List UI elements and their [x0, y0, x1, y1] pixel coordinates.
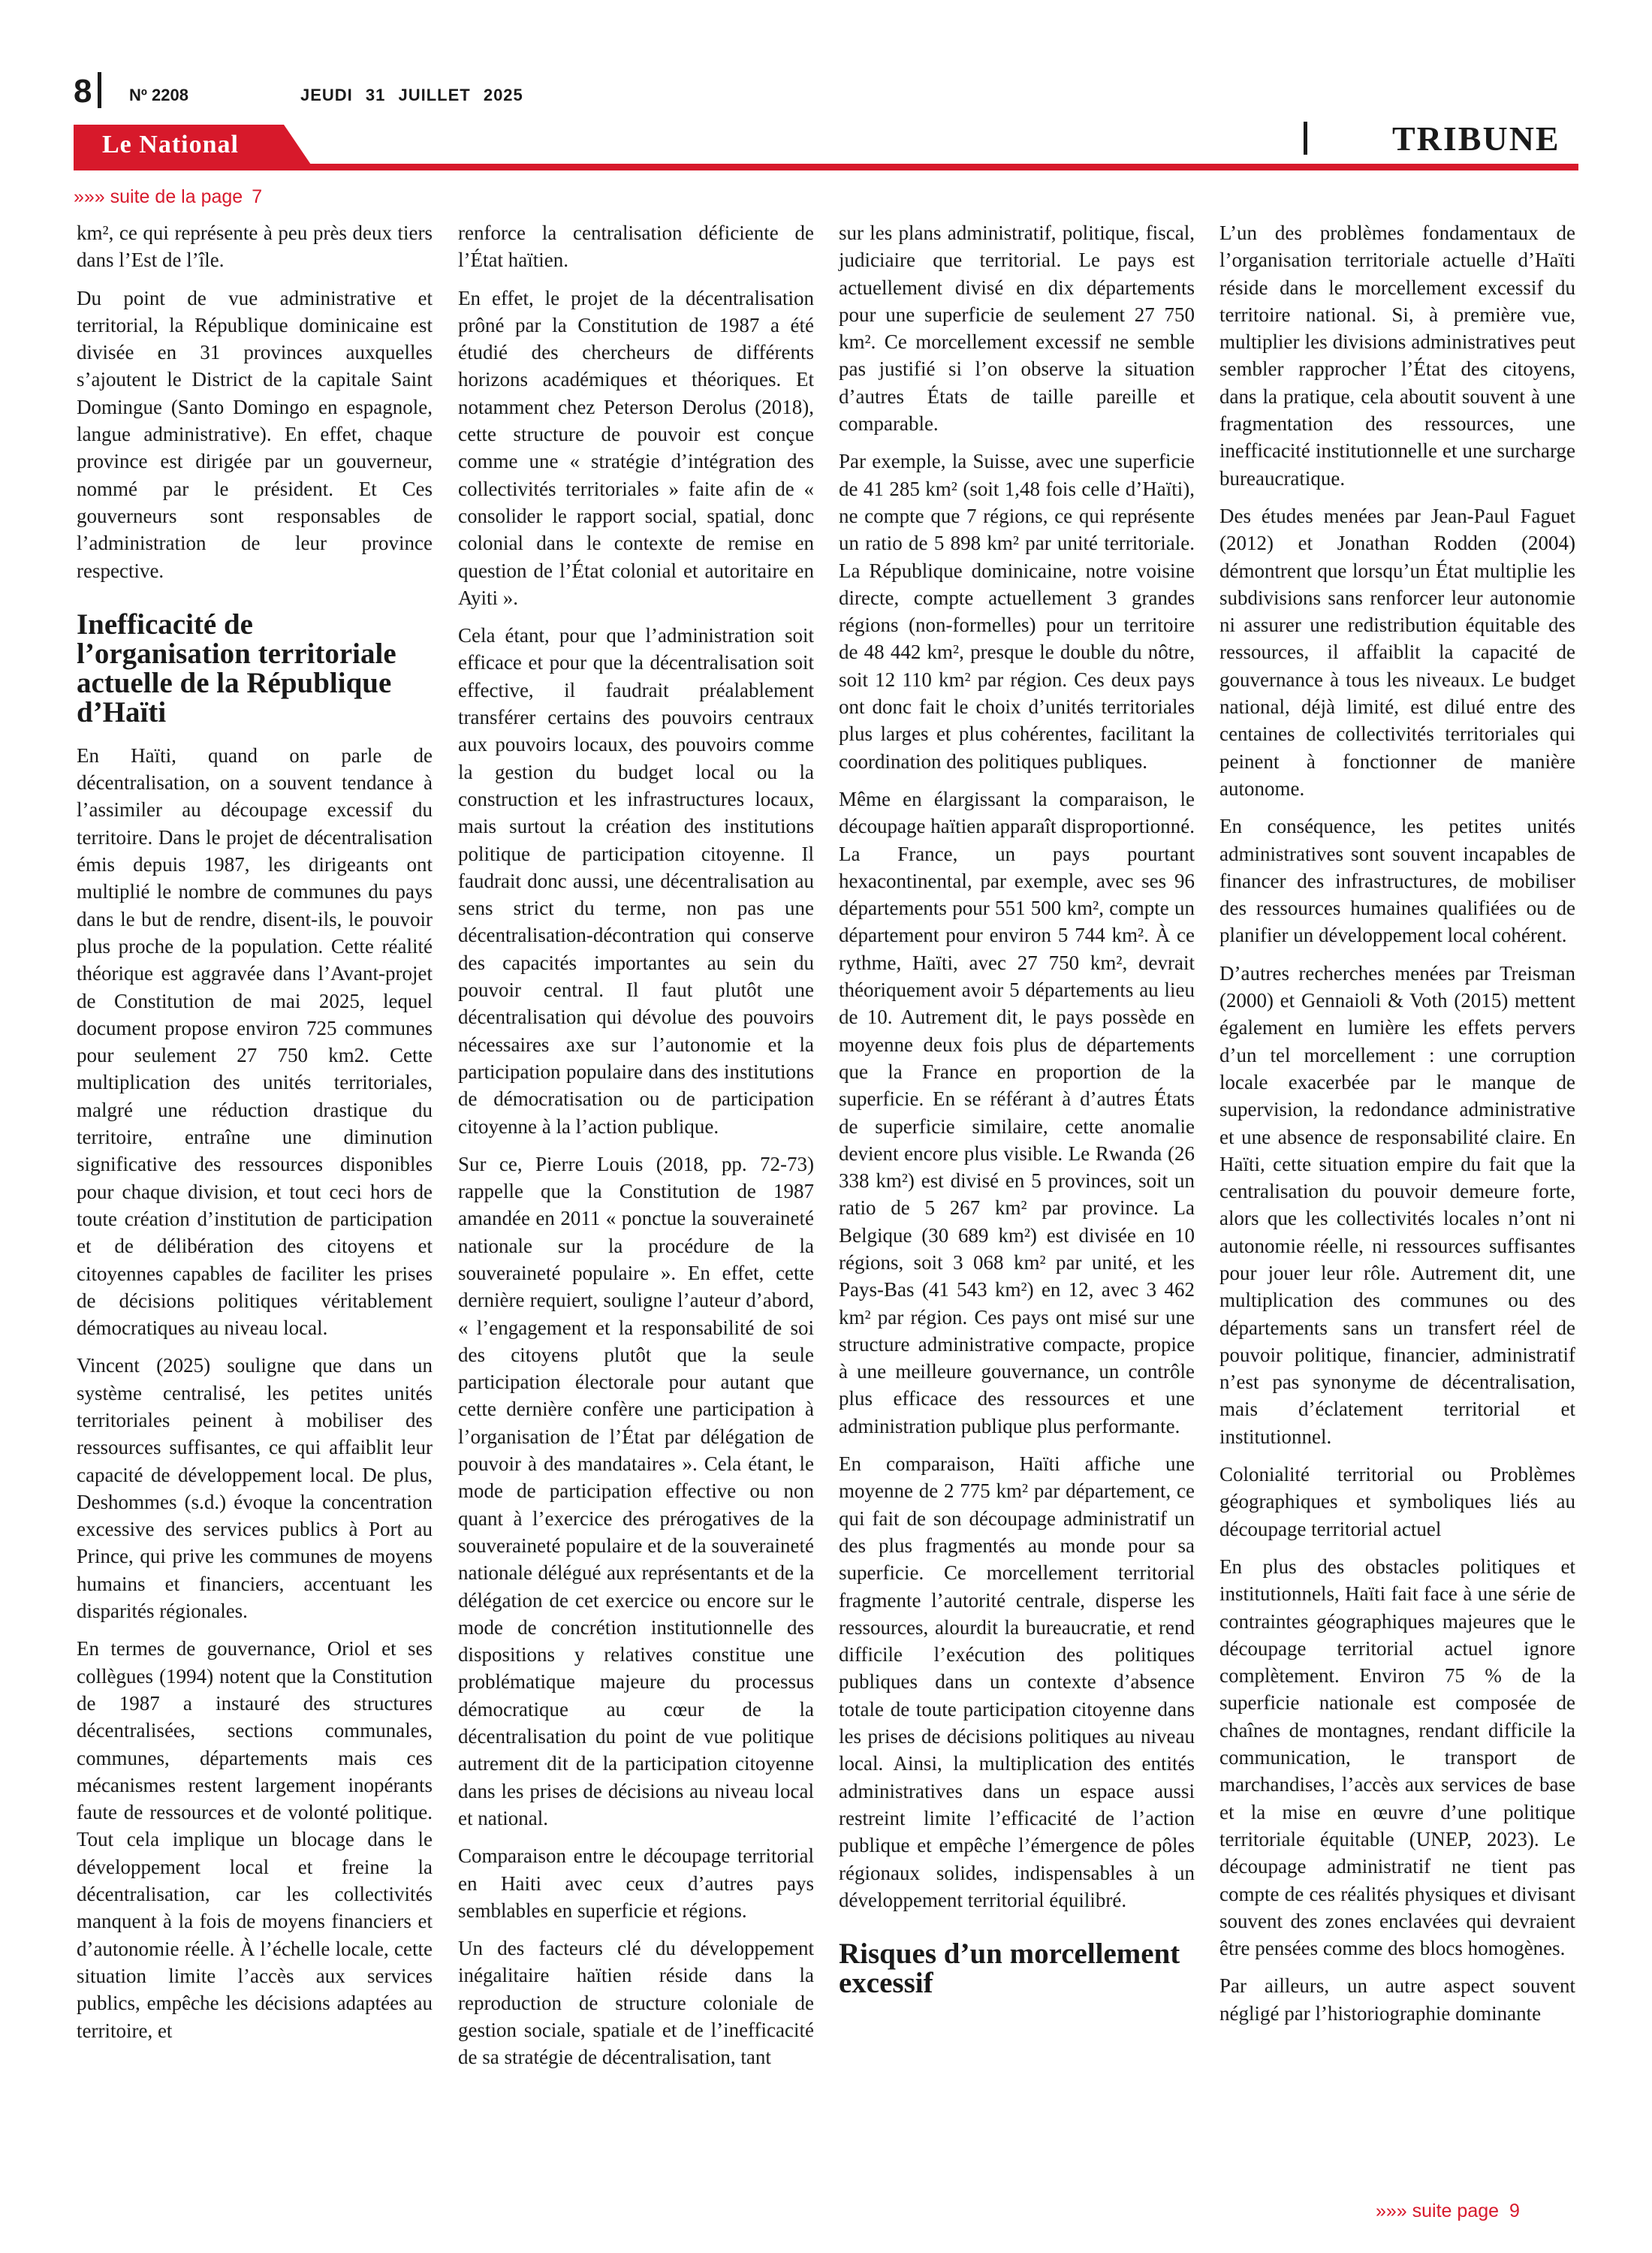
- section-divider: [1304, 122, 1307, 155]
- paragraph: Par exemple, la Suisse, avec une superficie de 41 285 km² (soit 1,48 fois celle d’Haïti), ne compte que 7 régions, ce qui représente un ratio de 5 898 km² par unité territoriale. La République dominicaine, notre voisine directe, compte actuellement 3 grandes régions (non-formelles) pour un territoire de 48 442 km², presque le double du nôtre, soit 12 110 km² par région. Ces deux pays ont donc fait le choix d’unités territoriales plus larges et plus cohérentes, facilitant la coordination des politiques publiques.: [839, 450, 1195, 773]
- paragraph: km², ce qui représente à peu près deux tiers dans l’Est de l’île.: [77, 222, 433, 272]
- paragraph: En termes de gouvernance, Oriol et ses collègues (1994) notent que la Constitution de 1987 a instauré des structures décentralisées, sections communales, communes, départements mais ces mécanismes restent largement inopérants faute de ressources et de volonté politique. Tout cela implique un blocage dans le développement local et freine la décentralisation, car les collectivités manquent à la fois de moyens financiers et d’autonomie réelle. À l’échelle locale, cette situation limite l’accès aux services publics, empêche les décisions adaptées au territoire, et: [77, 1637, 433, 2042]
- paragraph: sur les plans administratif, politique, fiscal, judiciaire que territorial. Le pays est actuellement divisé en dix départements pour une superficie de seulement 27 750 km². Ce morcellement excessif ne semble pas justifié si l’on observe la situation d’autres États de taille pareille et comparable.: [839, 222, 1195, 436]
- paragraph: En conséquence, les petites unités administratives sont souvent incapables de financer des infrastructures, de mobiliser des ressources humaines qualifiées ou de planifier un développement local cohérent.: [1219, 815, 1575, 947]
- paragraph: Comparaison entre le découpage territorial en Haiti avec ceux d’autres pays semblables en superficie et régions.: [458, 1844, 814, 1922]
- continued-from: [74, 186, 262, 208]
- continued-to-page: 9: [1509, 2200, 1520, 2221]
- issue-number: Nº 2208: [129, 86, 188, 104]
- page-number-divider: [98, 72, 101, 108]
- paragraph: En plus des obstacles politiques et institutionnels, Haïti fait face à une série de contraintes géographiques majeures que le découpage territorial actuel ignore complètement. Environ 75 % de la superficie nationale est composée de chaînes de montagnes, rendant difficile la communication, le transport de marchandises, l’accès aux services de base et la mise en œuvre d’une politique territoriale équitable (UNEP, 2023). Le découpage administratif ne tient pas compte de ces réalités physiques et divisant souvent des zones enclavées qui devraient être pensées comme des blocs homogènes.: [1219, 1555, 1575, 1960]
- paragraph: En effet, le projet de la décentralisation prôné par la Constitution de 1987 a été étudié des chercheurs de différents horizons académiques et théoriques. Et notamment chez Peterson Derolus (2018), cette structure de pouvoir est conçue comme une « stratégie d’intégration des collectivités territoriales » faite afin de « consolider le rapport social, spatial, donc colonial dans le contexte de remise en question de l’État colonial et autoritaire en Ayiti ».: [458, 286, 814, 609]
- paragraph: Du point de vue administrative et territorial, la République dominicaine est divisée en 31 provinces auxquelles s’ajoutent le District de la capitale Saint Domingue (Santo Domingo en espagnole, langue administrative). En effet, chaque province est dirigée par un gouverneur, nommé par le président. Et Ces gouverneurs sont responsables de l’administration de leur province respective.: [77, 286, 433, 582]
- paragraph: Par ailleurs, un autre aspect souvent négligé par l’historiographie dominante: [1219, 1974, 1575, 2025]
- header-rule: [74, 164, 1578, 170]
- paragraph: D’autres recherches menées par Treisman (2000) et Gennaioli & Voth (2015) mettent également en lumière les effets pervers d’un tel morcellement : une corruption locale exacerbée par le manque de supervision, la redondance administrative et une absence de responsabilité claire. En Haïti, cette situation empire du fait que la centralisation du pouvoir demeure forte, alors que les collectivités locales n’ont ni autonomie réelle, ni ressources suffisantes pour jouer leur rôle. Autrement dit, une multiplication des communes ou des départements sans un transfert réel de pouvoir politique, financier, administratif n’est pas synonyme de décentralisation, mais d’éclatement territorial et institutionnel.: [1219, 961, 1575, 1448]
- paragraph: L’un des problèmes fondamentaux de l’organisation territoriale actuelle d’Haïti réside dans le morcellement excessif du territoire national. Si, à première vue, multiplier les divisions administratives peut sembler rapprocher l’État des citoyens, dans la pratique, cela aboutit souvent à une fragmentation des ressources, une inefficacité institutionnelle et une surcharge bureaucratique.: [1219, 222, 1575, 490]
- paragraph: Même en élargissant la comparaison, le découpage haïtien apparaît disproportionné. La France, un pays pourtant hexacontinental, par exemple, avec ses 96 départements pour 551 500 km², compte un département pour environ 5 744 km². À ce rythme, Haïti, avec 27 750 km², devrait théoriquement avoir 5 départements au lieu de 10. Autrement dit, le pays possède en moyenne deux fois plus de départements que la France en proportion de la superficie. En se référant à d’autres États de superficie similaire, cette anomalie devient encore plus visible. Le Rwanda (26 338 km²) est divisé en 5 provinces, soit un ratio de 5 267 km² par province. La Belgique (30 689 km²) est divisée en 10 régions, soit 3 068 km² par unité, et les Pays-Bas (41 543 km²) en 12, avec 3 462 km² par région. Ces pays ont misé sur une structure administrative compacte, propice à une meilleure gouvernance, un contrôle plus efficace des ressources et une administration publique plus performante.: [839, 787, 1195, 1437]
- paragraph: Colonialité territorial ou Problèmes géographiques et symboliques liés au découpage territorial actuel: [1219, 1463, 1575, 1540]
- issue-date: JEUDI 31 JUILLET 2025: [300, 86, 523, 104]
- paragraph: renforce la centralisation déficiente de l’État haïtien.: [458, 222, 814, 272]
- paragraph: Sur ce, Pierre Louis (2018, pp. 72-73) rappelle que la Constitution de 1987 amandée en 2011 « ponctue la souveraineté nationale sur la procédure de la souveraineté populaire ». En effet, cette dernière requiert, souligne l’auteur d’abord, « l’engagement et la responsabilité de soi des citoyens plutôt que la seule participation électorale pour autant que cette dernière confère une participation à l’organisation de l’État par délégation de pouvoir à des mandataires ». Cela étant, le mode de participation effective ou non quant à l’exercice des prérogatives de la souveraineté populaire et de la souveraineté nationale délégué aux représentants et de la délégation de cet exercice ou encore sur le mode de concrétion institutionnelle des dispositions y relatives constitue une problématique majeure du processus démocratique au cœur de la décentralisation du point de vue politique autrement dit de la participation citoyenne dans les prises de décisions au niveau local et national.: [458, 1152, 814, 1829]
- paragraph: En Haïti, quand on parle de décentralisation, on a souvent tendance à l’assimiler au découpage excessif du territoire. Dans le projet de décentralisation émis depuis 1987, les dirigeants ont multiplié le nombre de communes du pays dans le but de rendre, disent-ils, le pouvoir plus proche de la population. Cette réalité théorique est aggravée dans l’Avant-projet de Constitution de mai 2025, lequel document propose environ 725 communes pour seulement 27 750 km2. Cette multiplication des unités territoriales, malgré une réduction drastique du territoire, entraîne une diminution significative des ressources disponibles pour chaque division, et tout ceci hors de toute création d’institution de participation et de délibération des citoyens et citoyennes capables de faciliter les prises de décisions politiques véritablement démocratiques au niveau local.: [77, 743, 433, 1340]
- paragraph: Cela étant, pour que l’administration soit efficace et pour que la décentralisation soit effective, il faudrait préalablement transférer certains des pouvoirs centraux aux pouvoirs locaux, des pouvoirs comme la gestion du budget local ou la construction et les infrastructures locaux, mais surtout la création des institutions politique de participation citoyenne. Il faudrait donc aussi, une décentralisation au sens strict du terme, non pas une décentralisation-décontration qui conserve des capacités importantes au sein du pouvoir central. Il faut plutôt une décentralisation qui dévolue des pouvoirs nécessaires axe sur l’autonomie et la participation populaire dans des institutions de démocratisation ou de participation citoyenne à la l’action publique.: [458, 624, 814, 1138]
- page-number: 8: [74, 73, 92, 110]
- publication-name: Le National: [102, 131, 239, 158]
- publication-logo: [74, 125, 314, 167]
- continued-from-page: 7: [252, 186, 263, 207]
- section-heading: Inefficacité de l’organisation territoriale actuelle de la République d’Haïti: [77, 608, 396, 728]
- continued-to[interactable]: [1376, 2200, 1520, 2222]
- continued-to-label: »»» suite page: [1376, 2200, 1500, 2221]
- section-title: TRIBUNE: [1392, 119, 1560, 158]
- paragraph: Vincent (2025) souligne que dans un système centralisé, les petites unités territoriales peinent à mobiliser des ressources suffisantes, ce qui affaiblit leur capacité de développement local. De plus, Deshommes (s.d.) évoque la concentration excessive des services publics à Port au Prince, qui prive les communes de moyens humains et financiers, accentuant les disparités régionales.: [77, 1354, 433, 1623]
- paragraph: Un des facteurs clé du développement inégalitaire haïtien réside dans la reproduction de structure coloniale de gestion sociale, spatiale et de l’inefficacité de sa stratégie de décentralisation, tant: [458, 1937, 814, 2069]
- paragraph: Des études menées par Jean-Paul Faguet (2012) et Jonathan Rodden (2004) démontrent que lorsqu’un État multiplie les subdivisions sans renforcer leur autonomie ni assurer une redistribution équitable des ressources, il affaiblit la capacité de gouvernance à tous les niveaux. Le budget national, déjà limité, est dilué entre des centaines de collectivités territoriales qui peinent à fonctionner de manière autonome.: [1219, 504, 1575, 800]
- article-column-3: [839, 219, 1195, 2013]
- paragraph: En comparaison, Haïti affiche une moyenne de 2 775 km² par département, ce qui fait de son découpage administratif un des plus fragmentés au monde pour sa superficie. Ce morcellement territorial fragmente l’autorité centrale, disperse les ressources, alourdit la bureaucratie, et rend difficile l’exécution des politiques publiques dans un contexte d’absence totale de toute participation citoyenne dans les prises de décisions politiques au niveau local. Ainsi, la multiplication des entités administratives dans un espace aussi restreint limite l’efficacité de l’action publique et empêche l’émergence de pôles régionaux solides, indispensables à un développement territorial équilibré.: [839, 1452, 1195, 1911]
- article-column-2: [458, 219, 814, 2082]
- article-column-4: [1219, 219, 1575, 2037]
- continued-from-label: »»» suite de la page: [74, 186, 243, 207]
- article-column-1: [77, 219, 433, 2055]
- section-heading: Risques d’un morcellement excessif: [839, 1938, 1180, 2000]
